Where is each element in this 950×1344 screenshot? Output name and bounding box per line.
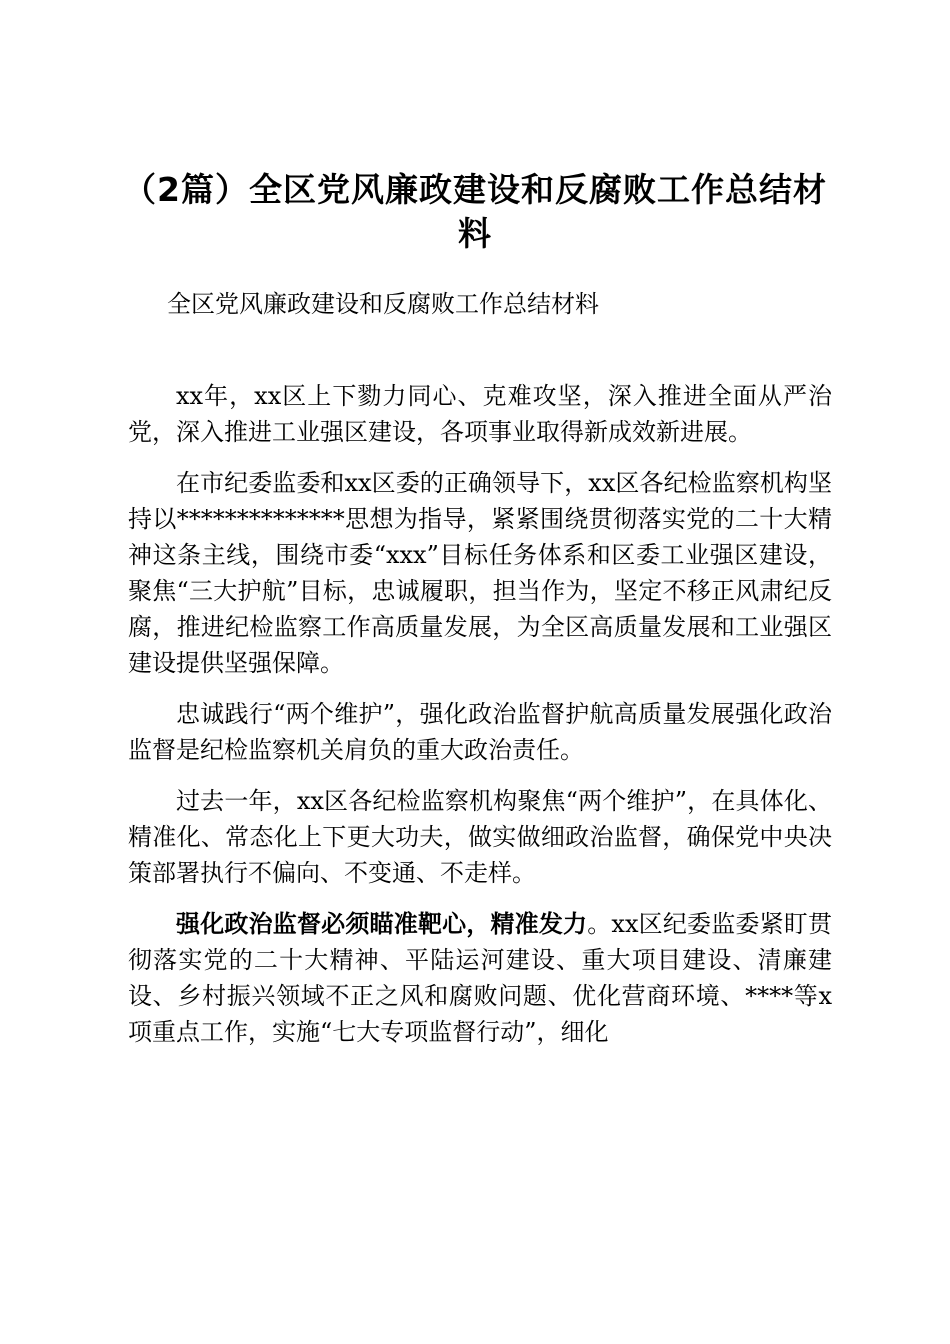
paragraph-text: 。xx区纪委监委紧盯贯彻落实党的二十大精神、平陆运河建设、重大项目建设、清廉建设、乡村振兴领域不正之风和腐败问题、优化营商环境、****等x项重点工作，实施“七大专项监督行动”，细化 [128, 910, 832, 1046]
paragraph-text: 过去一年，xx区各纪检监察机构聚焦“两个维护”，在具体化、精准化、常态化上下更大功夫，做实做细政治监督，确保党中央决策部署执行不偏向、不变通、不走样。 [128, 787, 832, 887]
paragraph-text: 忠诚践行“两个维护”，强化政治监督护航高质量发展强化政治监督是纪检监察机关肩负的重大政治责任。 [128, 700, 832, 764]
paragraph-5 [128, 906, 832, 1050]
paragraph-3 [128, 696, 832, 768]
document-body [128, 378, 832, 1065]
paragraph-text: xx年，xx区上下勠力同心、克难攻坚，深入推进全面从严治党，深入推进工业强区建设，各项事业取得新成效新进展。 [128, 382, 832, 446]
paragraph-bold-lead: 强化政治监督必须瞄准靶心，精准发力 [176, 910, 588, 938]
document-subtitle: 全区党风廉政建设和反腐败工作总结材料 [167, 290, 599, 318]
paragraph-2 [128, 465, 832, 681]
paragraph-text: 在市纪委监委和xx区委的正确领导下，xx区各纪检监察机构坚持以**************思想为指导，紧紧围绕贯彻落实党的二十大精神这条主线，围绕市委“xxx”目标任务体系和区委工业强区建设，聚焦“三大护航”目标，忠诚履职，担当作为，坚定不移正风肃纪反腐，推进纪检监察工作高质量发展，为全区高质量发展和工业强区建设提供坚强保障。 [128, 469, 832, 677]
paragraph-1 [128, 378, 832, 450]
document-title: （2篇）全区党风廉政建设和反腐败工作总结材料 [123, 170, 827, 253]
paragraph-4 [128, 783, 832, 891]
